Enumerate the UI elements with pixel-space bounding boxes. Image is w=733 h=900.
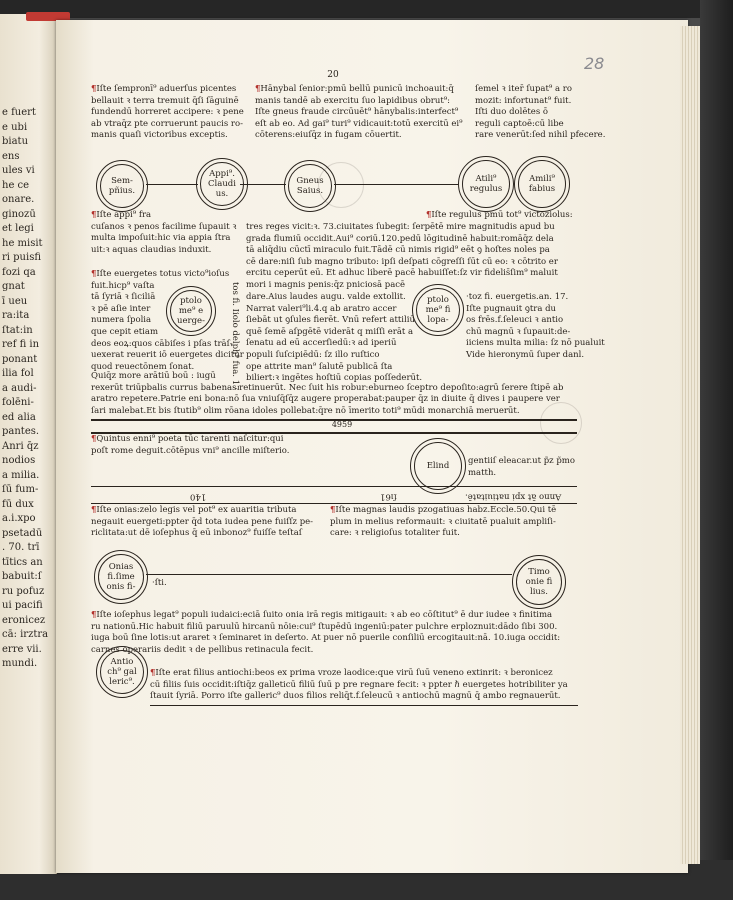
- circle-amilius-fabius: [514, 156, 570, 212]
- rubric-pilcrow: ¶: [91, 269, 97, 279]
- left-page-line: e ubi: [2, 121, 28, 133]
- appius-text: [91, 210, 236, 256]
- text-line: Iſti duo dolētes ō: [475, 107, 549, 118]
- circle-simon: [512, 555, 566, 609]
- left-page-line: a audi-: [2, 382, 37, 394]
- circle-label: [170, 290, 212, 332]
- inverted-folio-left: 140: [190, 491, 207, 502]
- simon-text: [330, 505, 556, 540]
- left-page-line: ui pacifi: [2, 600, 43, 611]
- left-page-line: ra:ita: [2, 310, 30, 321]
- text-line: ·toz fi. euergetis.an. 17.: [466, 292, 569, 302]
- text-line: Quiq̄z more arātiū boū : iugū: [91, 371, 216, 381]
- text-line: gentiiſ eleacar.ut p̃z p̃mo: [468, 456, 575, 466]
- circle-label-text: Timo onie fi lius.: [525, 567, 553, 597]
- text-line: grada flumiū occidit.Aui⁹ coriū.120.pedū lōgitudinē habuit:romāq̄z dela: [246, 233, 554, 244]
- text-line: carnes operariis dedit ꝛ de pellibus retinacula fecit.: [91, 644, 314, 655]
- text-line: cū filiis ſuis occidit:iſtiq̄z galleticū filiū ſuū p pre regnare fecit: ꝛ ppter ℏ euergetes hotribiliter ya: [150, 679, 568, 690]
- circle-label: [288, 164, 332, 208]
- left-page-line: ponant: [2, 353, 38, 365]
- lineage-line: [334, 184, 458, 185]
- left-page-line: ri puisfi: [2, 252, 41, 263]
- left-page: [0, 14, 57, 874]
- text-line: dare.Aius laudes augu. valde extollit.: [246, 292, 406, 302]
- left-page-line: eronicez: [2, 614, 46, 626]
- rubric-pilcrow: ¶: [330, 505, 336, 515]
- circle-ptolemy-philopator: [412, 284, 464, 336]
- circle-label: [516, 559, 562, 605]
- text-line: Iſte pugnauit ꝯtra du: [466, 303, 557, 314]
- text-line: iuga boū ſine lotis:ut araret ꝛ ſeminaret in deſerto. At puer nō puerile conſiliū ercogitauit:nā. 10.iuga occidit:: [91, 633, 561, 644]
- text-line: iiciens multa milia: ſz nō pualuit: [466, 338, 605, 349]
- rubric-pilcrow: ¶: [91, 84, 97, 94]
- circle-label-text: Onias fi.ſime onis fi-: [106, 562, 136, 592]
- text-line: ¶Iſte euergetes totus victo⁹ioſus: [91, 269, 230, 279]
- circle-label-text: Sem- pñius.: [108, 176, 136, 196]
- text-line: ¶Quintus enni⁹ poeta tūc tarenti naſcitur:qui: [91, 434, 284, 444]
- text-line: populi ſuſcipiēdū: ſz illo ruſtico: [246, 349, 380, 360]
- rubric-pilcrow: ¶: [91, 610, 97, 620]
- left-page-line: mundi.: [2, 658, 38, 669]
- left-page-line: pantes.: [2, 426, 40, 437]
- text-line: tres reges vicit:ꝛ. 73.ciuitates ſubegit: ſerpētē mire magnitudis apud bu: [246, 222, 555, 232]
- scanner-background-right: [700, 0, 733, 900]
- text-line: ercitu ceperūt eū. Et adhuc liberē pacē habuiſſet:ſz vir fidelis̄ſim⁹ maluit: [246, 268, 558, 279]
- rubric-pilcrow: ¶: [150, 668, 156, 678]
- text-line: cōterens:eiuſq̄z in fugam cōuertit.: [255, 130, 402, 141]
- hannibal-text: [255, 84, 463, 142]
- left-page-line: he ce: [2, 179, 30, 191]
- sempronius-text: [91, 84, 244, 142]
- philopator-text: [466, 292, 605, 362]
- antiochus-text: [150, 668, 568, 703]
- left-page-line: . 70. trī: [2, 542, 40, 553]
- circle-label: [100, 164, 144, 208]
- circle-label: [100, 650, 144, 694]
- circle-label-text: Elind: [426, 461, 450, 471]
- text-line: rexerūt triūpbalis currus babenas retinuerūt. Nec ſuit his robur:eburneo ſceptro depoſito:agrū ſerere ſtipē ab: [91, 382, 564, 393]
- text-line: os frēs.f.ſeleuci ꝛ antio: [466, 315, 564, 326]
- text-line: reguli captoē:cū libe: [475, 118, 564, 129]
- text-line: manis quaſi victoribus exceptis.: [91, 130, 228, 141]
- lineage-line: [146, 184, 198, 185]
- circle-gneus-saius: [284, 160, 336, 212]
- vertical-genealogy-label: tos fi. Iiolo delph⁹ fua. 17: [230, 282, 240, 391]
- text-line: ¶Iſte onias:zelo legis vel pot⁹ ex auaritia tributa: [91, 505, 297, 515]
- text-line: ſari malebat.Et bis ſtutib⁹ olim rōana idoles pollebat:q̄re nō īmerito toti⁹ mūdi monarchiā meruerūt.: [91, 405, 520, 416]
- text-line: bellauit ꝛ terra tremuit q̄ſi ſāguinē: [91, 95, 239, 106]
- left-page-line: ref fi in: [2, 339, 40, 350]
- pencil-folio-number: 28: [584, 54, 605, 73]
- elind-text: [468, 456, 575, 479]
- circle-label-text: ptolo me⁹ fi lopa-: [425, 295, 451, 325]
- left-page-line: fozi qa: [2, 266, 36, 278]
- text-line: ope attrite man⁹ ſalutē publicā ſta: [246, 361, 393, 372]
- text-line: ¶Iſte ſempronī⁹ aduerſus picentes: [91, 84, 237, 94]
- left-page-line: biatu: [2, 136, 29, 147]
- left-page-line: psetadū: [2, 527, 43, 539]
- text-line: mozit: infortunat⁹ fuit.: [475, 95, 572, 106]
- text-line: poſt rome deguit.cōtēpus vni⁹ ancille miſterio.: [91, 445, 290, 456]
- left-page-line: ſtat:in: [2, 324, 33, 336]
- text-line: quod reuectōnem ſonat.: [91, 361, 195, 372]
- left-page-line: nodios: [2, 455, 36, 466]
- circle-antiochus-galleric: [96, 646, 148, 698]
- text-line: cuſanos ꝛ penos facilime ſupauit ꝛ: [91, 221, 237, 232]
- text-line: fuit.hicp⁹ vaſta: [91, 280, 155, 291]
- text-line: rare venerūt:ſed nihil pfecere.: [475, 130, 606, 141]
- regulus-heading: [426, 210, 573, 222]
- text-line: ¶Iſte appi⁹ fra: [91, 210, 152, 220]
- circle-label: [414, 442, 462, 490]
- text-line: tā ſyriā ꝛ ſiciliā: [91, 292, 156, 303]
- left-page-line: tītics an: [2, 556, 43, 568]
- left-page-line: Anri q̄z: [2, 440, 39, 452]
- text-line: mori i magnis penis:q̄z pniciosā pacē: [246, 279, 406, 290]
- left-page-line: e fuert: [2, 107, 36, 118]
- regulus-text: [246, 222, 558, 292]
- circle-sempronius: [96, 160, 148, 212]
- text-line: Narrat valeri⁹li.4.q ab aratro accer: [246, 303, 397, 314]
- text-line: biliert:ꝛ ingētes hoſtiū copias poſſederūt.: [246, 373, 423, 384]
- left-page-line: a.i.xpo: [2, 513, 36, 524]
- left-page-line: ī ueu: [2, 295, 28, 307]
- text-line: numera ſpolia: [91, 315, 152, 326]
- divider-rule: [91, 486, 577, 487]
- left-page-line: gnat: [2, 281, 25, 292]
- text-line: que cepit etiam: [91, 326, 159, 337]
- left-page-line: a milia.: [2, 469, 40, 481]
- josephus-text: [91, 610, 560, 656]
- text-line: Vide hieronymū ſuper danl.: [466, 349, 585, 360]
- circle-label-text: ptolo me⁹ e uerge-: [177, 296, 205, 326]
- text-line: Iſte gneus fraude circūuēt⁹ hānybalis:interfect⁹: [255, 107, 459, 118]
- text-line: eſt ab eo. Ad gai⁹ turi⁹ vidicauit:totū exercitū ei⁹: [255, 118, 463, 129]
- text-line: uexerat reuerit iō euergetes dicitur: [91, 350, 244, 361]
- left-page-line: erre vii.: [2, 643, 42, 655]
- text-line: ru nationū.Hic habuit filiū paruulū hircanū nōie:cui⁹ ſtupēdū ingeniū:pater pulchre erploznuit:dādo ſibi 300.: [91, 621, 558, 632]
- text-line: matth.: [468, 467, 497, 478]
- circle-onias: [94, 550, 148, 604]
- rubric-pilcrow: ¶: [255, 84, 261, 94]
- circle-appius-claudius: [196, 158, 248, 210]
- text-line: manis tandē ab exercitu ſuo lapidibus obrut⁹:: [255, 95, 451, 106]
- text-line: cē dare:niſi ſub magno tributo: ipſi deſpati cōgreſſi ſūt cū eo: ꝛ cōtrito er: [246, 256, 558, 267]
- ennius-text: [91, 434, 289, 457]
- circle-label-text: Gneus Saius.: [296, 176, 324, 196]
- circle-label: [416, 288, 460, 332]
- roman-virtue-closing-text: [91, 371, 564, 417]
- text-line: ¶Iſte magnas laudis pzogatiuas habz.Eccle.50.Qui tē: [330, 505, 557, 515]
- circle-label-text: Antio ch⁹ gal leric⁹.: [107, 657, 137, 687]
- divider-rule: [91, 503, 577, 504]
- reguli-text: [475, 84, 605, 142]
- circle-atilius-regulus: [458, 156, 514, 212]
- text-line: ab vtraq̄z pte corruerunt paucis ro-: [91, 118, 243, 129]
- left-page-line: folēni-: [2, 397, 34, 408]
- lineage-line: [146, 574, 512, 575]
- circle-label: [98, 554, 144, 600]
- text-line: deos eoꝝ:quos cābiſes i pſas trāſ-: [91, 338, 233, 349]
- left-page-line: et legi: [2, 223, 34, 234]
- text-line: riclitata:ut dē ioſephus q̄ eū inbonoz⁹ fuiſſe teſtaſ: [91, 528, 302, 539]
- page-number: 20: [327, 70, 339, 80]
- text-line: tā aliq̄diu cūctī miraculo fuit.Tādē cū nimis rigid⁹ eēt ꝯ hoſtes noles pa: [246, 245, 550, 256]
- left-page-line: cā: irztra: [2, 629, 49, 640]
- text-line: ꝛ pē aſie inter: [91, 303, 151, 314]
- rubric-pilcrow: ¶: [91, 434, 97, 444]
- left-page-text: [2, 106, 54, 672]
- text-line: aratro repetere.Patrie eni bona:nō ſua vniuſq̄ſq̄z augere properabat:pauper q̄z in diuite q̄ dives i paupere ver: [91, 394, 560, 405]
- scanner-background-top: [0, 0, 733, 18]
- text-line: ¶Iſte erat filius antiochi:beos ex prima vroze laodice:que virū ſuū veneno extinrit: ꝛ beronicez: [150, 668, 553, 678]
- left-page-line: ed alia: [2, 411, 36, 423]
- text-line: quē ſemē aſpgētē viderāt q miſſi erāt a: [246, 326, 414, 337]
- inverted-anno-header: Anno āt xpi natiuitatē.: [465, 491, 562, 502]
- divider-rule: [150, 705, 578, 706]
- circle-label: [518, 160, 566, 208]
- circle-label-text: Appi⁹. Claudi us.: [208, 169, 236, 199]
- text-line: ſenatu ad eū accerſiedū:ꝛ ad iperiū: [246, 338, 397, 349]
- text-line: ¶Hānybal ſenior:pmū bellū punicū inchoauit:q̄: [255, 84, 454, 94]
- circle-label: [462, 160, 510, 208]
- rubric-pilcrow: ¶: [91, 505, 97, 515]
- text-line: ¶Iſte regulus pmū tot⁹ victoziolus:: [426, 210, 573, 220]
- page-edges: [680, 26, 700, 864]
- left-page-line: onare.: [2, 194, 35, 205]
- left-page-line: ules vi: [2, 165, 35, 176]
- lineage-label: ·ſti.: [152, 578, 167, 588]
- left-page-line: he misit: [2, 237, 43, 249]
- text-line: ſiebāt ut ꝯſules fierēt. Vnū refert attiliū: [246, 315, 415, 326]
- left-page-line: ru pofuz: [2, 585, 45, 597]
- text-line: negauit euergeti:ppter q̄d tota iudea pene fuiſſz pe-: [91, 516, 314, 527]
- text-line: ſtauit ſyriā. Porro iſte galleric⁹ duos filios reliq̄t.f.ſeleucū ꝛ antiochū magnū q̄ ambo regnauerūt.: [150, 691, 561, 702]
- circle-ptolemy-euergetes: [166, 286, 216, 336]
- circle-label-text: Atili⁹ regulus: [469, 174, 503, 194]
- text-line: uit:ꝛ aquas claudias induxit.: [91, 244, 212, 255]
- inverted-folio-middle: ſı61: [380, 491, 397, 502]
- year-of-world: 4959: [331, 420, 353, 429]
- left-page-line: fū dux: [2, 498, 34, 510]
- left-page-line: babuit:ſ: [2, 571, 42, 582]
- text-line: ¶Iſte ioſephus legat⁹ populi iudaici:eciā ſuito onia irā regis mitigauit: ꝛ ab eo cōſtitut⁹ ē dur iudee ꝛ finitima: [91, 610, 553, 620]
- text-line: chū magnū ꝛ ſupauit:de-: [466, 326, 571, 337]
- onias-text: [91, 505, 313, 540]
- left-page-line: ilia fol: [2, 368, 34, 379]
- text-line: ſemel ꝛ iter̄ ſupat⁹ a ro: [475, 84, 572, 94]
- left-page-line: ens: [2, 150, 20, 162]
- text-line: fundendū horreret accipere: ꝛ pene: [91, 107, 244, 118]
- circle-label-text: Amili⁹ fabius: [528, 174, 556, 194]
- left-page-line: ginozū: [2, 208, 36, 220]
- text-line: care: ꝛ religioſus totaliter fuit.: [330, 528, 460, 539]
- rubric-pilcrow: ¶: [91, 210, 97, 220]
- left-page-line: ſū fum-: [2, 484, 39, 495]
- text-line: plum in melius reformauit: ꝛ ciuitatē pualuit ampliſi-: [330, 516, 556, 527]
- text-line: multa impoſuit:hic via appia ſtra: [91, 233, 231, 244]
- circle-label: [200, 162, 244, 206]
- rubric-pilcrow: ¶: [426, 210, 432, 220]
